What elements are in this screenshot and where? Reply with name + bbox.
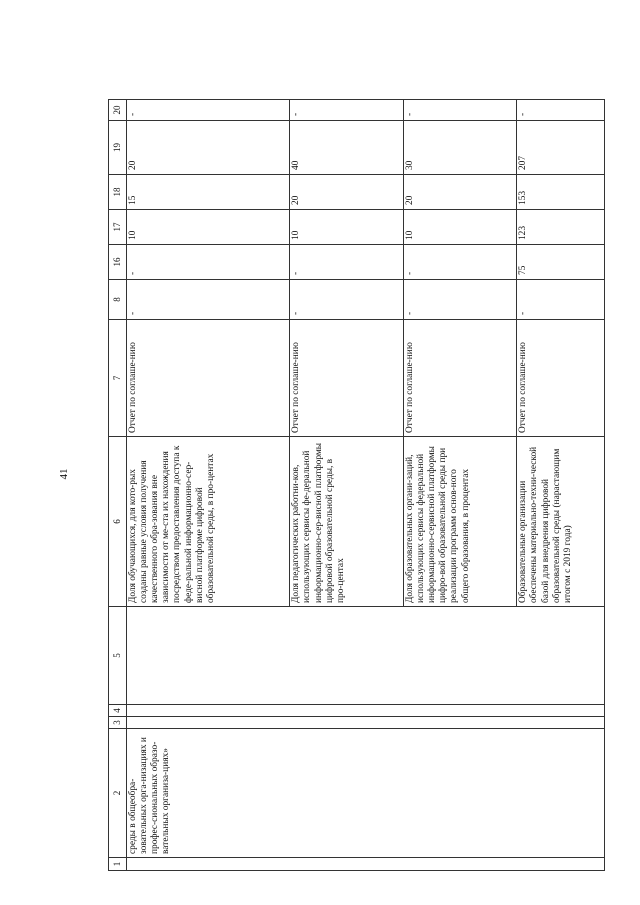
header-cell: 18: [109, 175, 127, 210]
header-cell: 7: [109, 320, 127, 437]
cell-value: 153: [517, 175, 605, 210]
header-cell: 1: [109, 858, 127, 871]
cell-value: -: [517, 280, 605, 320]
cell-indicator: Доля обучающихся, для кото-рых созданы равные условия получения качественного обра-зования вне зависимости от ме-ста их нахождения посредством предоставления доступа к феде-ральной информационно-сер-висной платформе цифровой образовательной среды, в про-центах: [126, 437, 290, 607]
cell-value: 10: [290, 210, 404, 245]
cell-col1: [126, 858, 604, 871]
cell-value: -: [517, 100, 605, 121]
cell-col5: [126, 607, 604, 705]
cell-value: -: [290, 100, 404, 121]
cell-value: 30: [403, 121, 517, 175]
cell-col4: [126, 705, 604, 717]
cell-source: Отчет по соглаше-нию: [290, 320, 404, 437]
cell-value: -: [403, 245, 517, 280]
cell-source: Отчет по соглаше-нию: [517, 320, 605, 437]
cell-value: -: [290, 245, 404, 280]
header-cell: 3: [109, 717, 127, 729]
header-cell: 8: [109, 280, 127, 320]
header-row: [109, 100, 127, 871]
cell-value: 10: [403, 210, 517, 245]
cell-col3: [126, 717, 604, 729]
cell-value: 20: [290, 175, 404, 210]
cell-value: -: [290, 280, 404, 320]
cell-value: -: [403, 100, 517, 121]
header-cell: 17: [109, 210, 127, 245]
header-cell: 4: [109, 705, 127, 717]
cell-indicator: Доля образовательных органи-заций, использующих сервисы федеральной информационно-сервисной платформы цифро-вой образовательной среды при реализации программ основ-ного общего образования, в процентах: [403, 437, 517, 607]
cell-indicator: Доля педагогических работни-ков, использующих сервисы фе-деральной информационно-сер-висной платформы цифровой образовательной среды, в про-центах: [290, 437, 404, 607]
cell-value: -: [126, 280, 290, 320]
header-cell: 6: [109, 437, 127, 607]
header-cell: 2: [109, 729, 127, 858]
cell-source: Отчет по соглаше-нию: [403, 320, 517, 437]
cell-value: 75: [517, 245, 605, 280]
cell-value: -: [126, 100, 290, 121]
page-number: 41: [58, 468, 70, 480]
cell-value: 123: [517, 210, 605, 245]
cell-value: 20: [403, 175, 517, 210]
cell-value: 20: [126, 121, 290, 175]
rotated-table-wrapper: [108, 100, 605, 871]
header-cell: 5: [109, 607, 127, 705]
cell-project-name: среды в общеобра-зовательных орга-низациях и профес-сиональных образо-вательных организа-циях»: [126, 729, 604, 858]
cell-indicator: Образовательные организации обеспечены материально-техни-ческой базой для внедрения цифровой образовательной среды (нарастающим итогом с 2019 года): [517, 437, 605, 607]
cell-value: 10: [126, 210, 290, 245]
cell-value: 40: [290, 121, 404, 175]
table-row: [126, 100, 290, 871]
cell-value: -: [126, 245, 290, 280]
indicators-table: [108, 99, 605, 871]
cell-value: 207: [517, 121, 605, 175]
header-cell: 16: [109, 245, 127, 280]
header-cell: 20: [109, 100, 127, 121]
header-cell: 19: [109, 121, 127, 175]
cell-source: Отчет по соглаше-нию: [126, 320, 290, 437]
cell-value: 15: [126, 175, 290, 210]
cell-value: -: [403, 280, 517, 320]
